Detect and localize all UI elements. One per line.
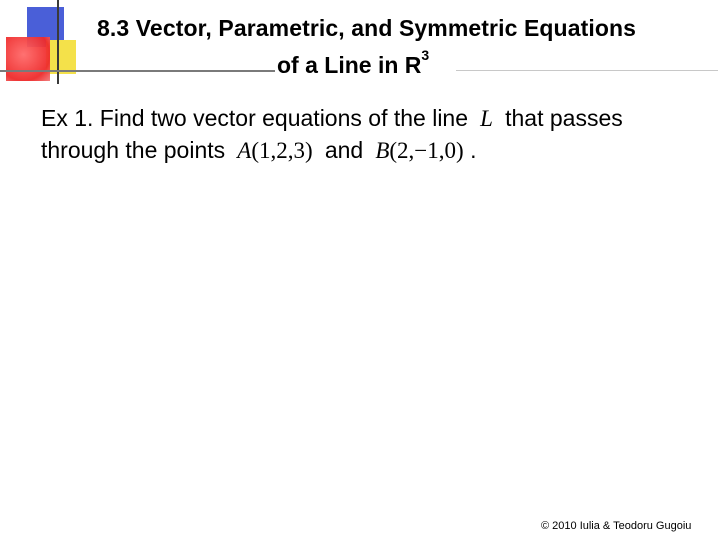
copyright-footer: © 2010 Iulia & Teodoru Gugoiu [541,520,692,532]
example-line2-prefix: through the points [41,137,226,163]
sentence-terminator: . [470,137,477,163]
point-a-label: A [237,138,252,163]
example-line-1 [41,105,623,132]
point-b-label: B [375,138,390,163]
slide-title-line2 [277,47,430,79]
horizontal-divider-left [0,70,275,72]
point-b [370,138,464,163]
slide-title-line1: 8.3 Vector, Parametric, and Symmetric Equations [97,15,637,41]
example-line1-prefix: Ex 1. Find two vector equations of the line [41,105,469,131]
title-line2-text: of a Line in R [277,52,422,78]
point-b-coords: (2,−1,0) [389,138,464,163]
point-a [232,138,319,163]
line-name: L [480,106,493,131]
title-superscript: 3 [421,47,430,64]
red-square-decoration [6,37,50,81]
yellow-square-decoration [46,40,76,74]
conjunction-and: and [324,137,364,163]
horizontal-divider-right [456,70,718,71]
point-a-coords: (1,2,3) [251,138,313,163]
example-line-2 [41,137,476,164]
example-line1-suffix: that passes [505,105,623,131]
